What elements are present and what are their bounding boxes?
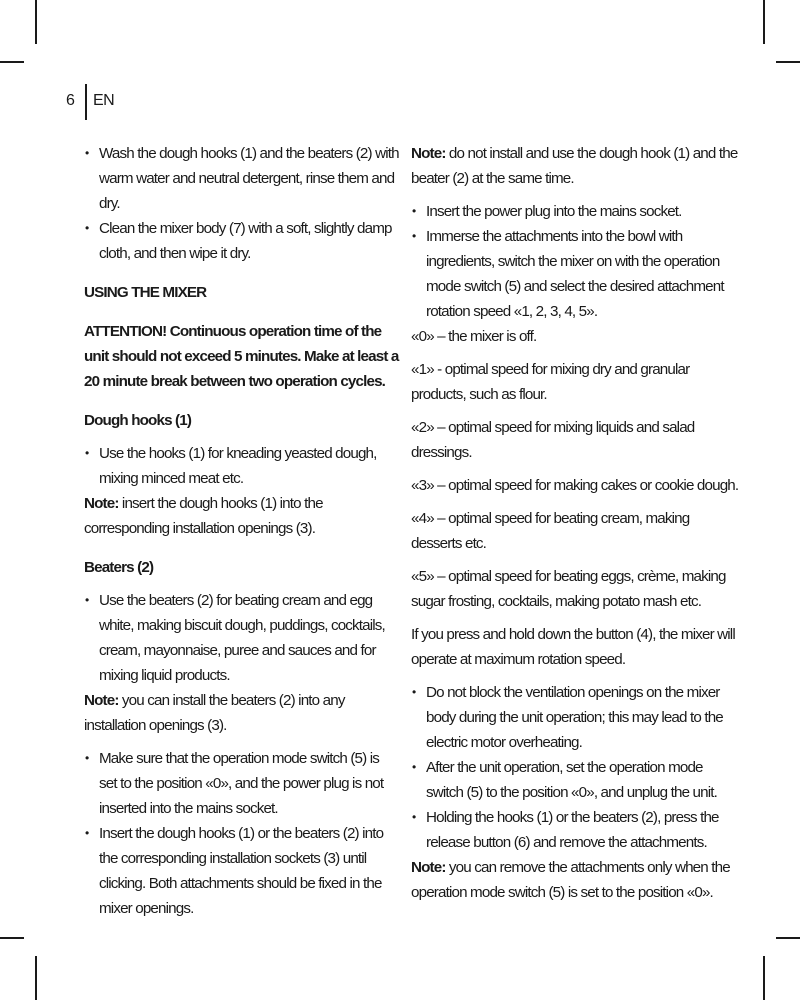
list-item: • Do not block the ventilation openings on the mixer body during the unit operation; this may lead to the electric motor overheating. [411, 680, 741, 755]
list-item: • Immerse the attachments into the bowl with ingredients, switch the mixer on with the operation mode switch (5) and select the desired attachment rotation speed «1, 2, 3, 4, 5». [411, 224, 741, 324]
note-label: Note: [84, 692, 119, 709]
attachments-note [411, 141, 741, 191]
after-use-list [411, 680, 741, 855]
dough-hooks-list [84, 441, 399, 491]
dough-hooks-title: Dough hooks (1) [84, 412, 192, 429]
list-item: • Use the hooks (1) for kneading yeasted dough, mixing minced meat etc. [84, 441, 399, 491]
crop-mark-top-left-vertical [35, 0, 37, 44]
beaters-note [84, 688, 399, 738]
note-text: you can install the beaters (2) into any installation openings (3). [84, 692, 345, 734]
list-item: • After the unit operation, set the operation mode switch (5) to the position «0», and unplug the unit. [411, 755, 741, 805]
crop-mark-bottom-right-horizontal [776, 937, 800, 939]
page-number: 6 [66, 92, 75, 109]
max-speed-button-info: If you press and hold down the button (4), the mixer will operate at maximum rotation speed. [411, 626, 735, 668]
speed-4: «4» – optimal speed for beating cream, making desserts etc. [411, 510, 690, 552]
left-column [84, 141, 399, 921]
list-item: • Wash the dough hooks (1) and the beaters (2) with warm water and neutral detergent, rinse them and dry. [84, 141, 399, 216]
header-divider [85, 84, 87, 120]
beaters-title: Beaters (2) [84, 559, 154, 576]
list-item: • Use the beaters (2) for beating cream and egg white, making biscuit dough, puddings, cocktails, cream, mayonnaise, puree and sauces and for mixing liquid products. [84, 588, 399, 688]
speed-2: «2» – optimal speed for mixing liquids and salad dressings. [411, 419, 695, 461]
attention-warning: ATTENTION! Continuous operation time of the unit should not exceed 5 minutes. Make at least a 20 minute break between two operation cycles. [84, 323, 399, 390]
list-item: • Insert the power plug into the mains socket. [411, 199, 741, 224]
crop-mark-top-right-vertical [763, 0, 765, 44]
note-text: you can remove the attachments only when the operation mode switch (5) is set to the position «0». [411, 859, 730, 901]
note-label: Note: [411, 145, 446, 162]
language-code: EN [93, 92, 115, 109]
list-item: • Make sure that the operation mode switch (5) is set to the position «0», and the power plug is not inserted into the mains socket. [84, 746, 399, 821]
crop-mark-bottom-left-horizontal [0, 937, 24, 939]
note-text: insert the dough hooks (1) into the corresponding installation openings (3). [84, 495, 323, 537]
speed-1: «1» - optimal speed for mixing dry and granular products, such as flour. [411, 361, 690, 403]
right-column [411, 141, 741, 905]
beaters-list [84, 588, 399, 688]
list-item: • Holding the hooks (1) or the beaters (2), press the release button (6) and remove the attachments. [411, 805, 741, 855]
list-item: • Insert the dough hooks (1) or the beaters (2) into the corresponding installation sockets (3) until clicking. Both attachments should be fixed in the mixer openings. [84, 821, 399, 921]
speed-5: «5» – optimal speed for beating eggs, crème, making sugar frosting, cocktails, making potato mash etc. [411, 568, 726, 610]
crop-mark-bottom-right-vertical [763, 956, 765, 1000]
dough-hooks-note [84, 491, 399, 541]
crop-mark-top-right-horizontal [776, 61, 800, 63]
list-item: • Clean the mixer body (7) with a soft, slightly damp cloth, and then wipe it dry. [84, 216, 399, 266]
speed-0: «0» – the mixer is off. [411, 328, 537, 345]
operation-list [411, 199, 741, 324]
removal-note [411, 855, 741, 905]
note-label: Note: [411, 859, 446, 876]
note-text: do not install and use the dough hook (1) and the beater (2) at the same time. [411, 145, 738, 187]
crop-mark-top-left-horizontal [0, 61, 24, 63]
section-title: USING THE MIXER [84, 284, 207, 301]
cleaning-list [84, 141, 399, 266]
note-label: Note: [84, 495, 119, 512]
crop-mark-bottom-left-vertical [35, 956, 37, 1000]
speed-3: «3» – optimal speed for making cakes or cookie dough. [411, 477, 739, 494]
install-list [84, 746, 399, 921]
